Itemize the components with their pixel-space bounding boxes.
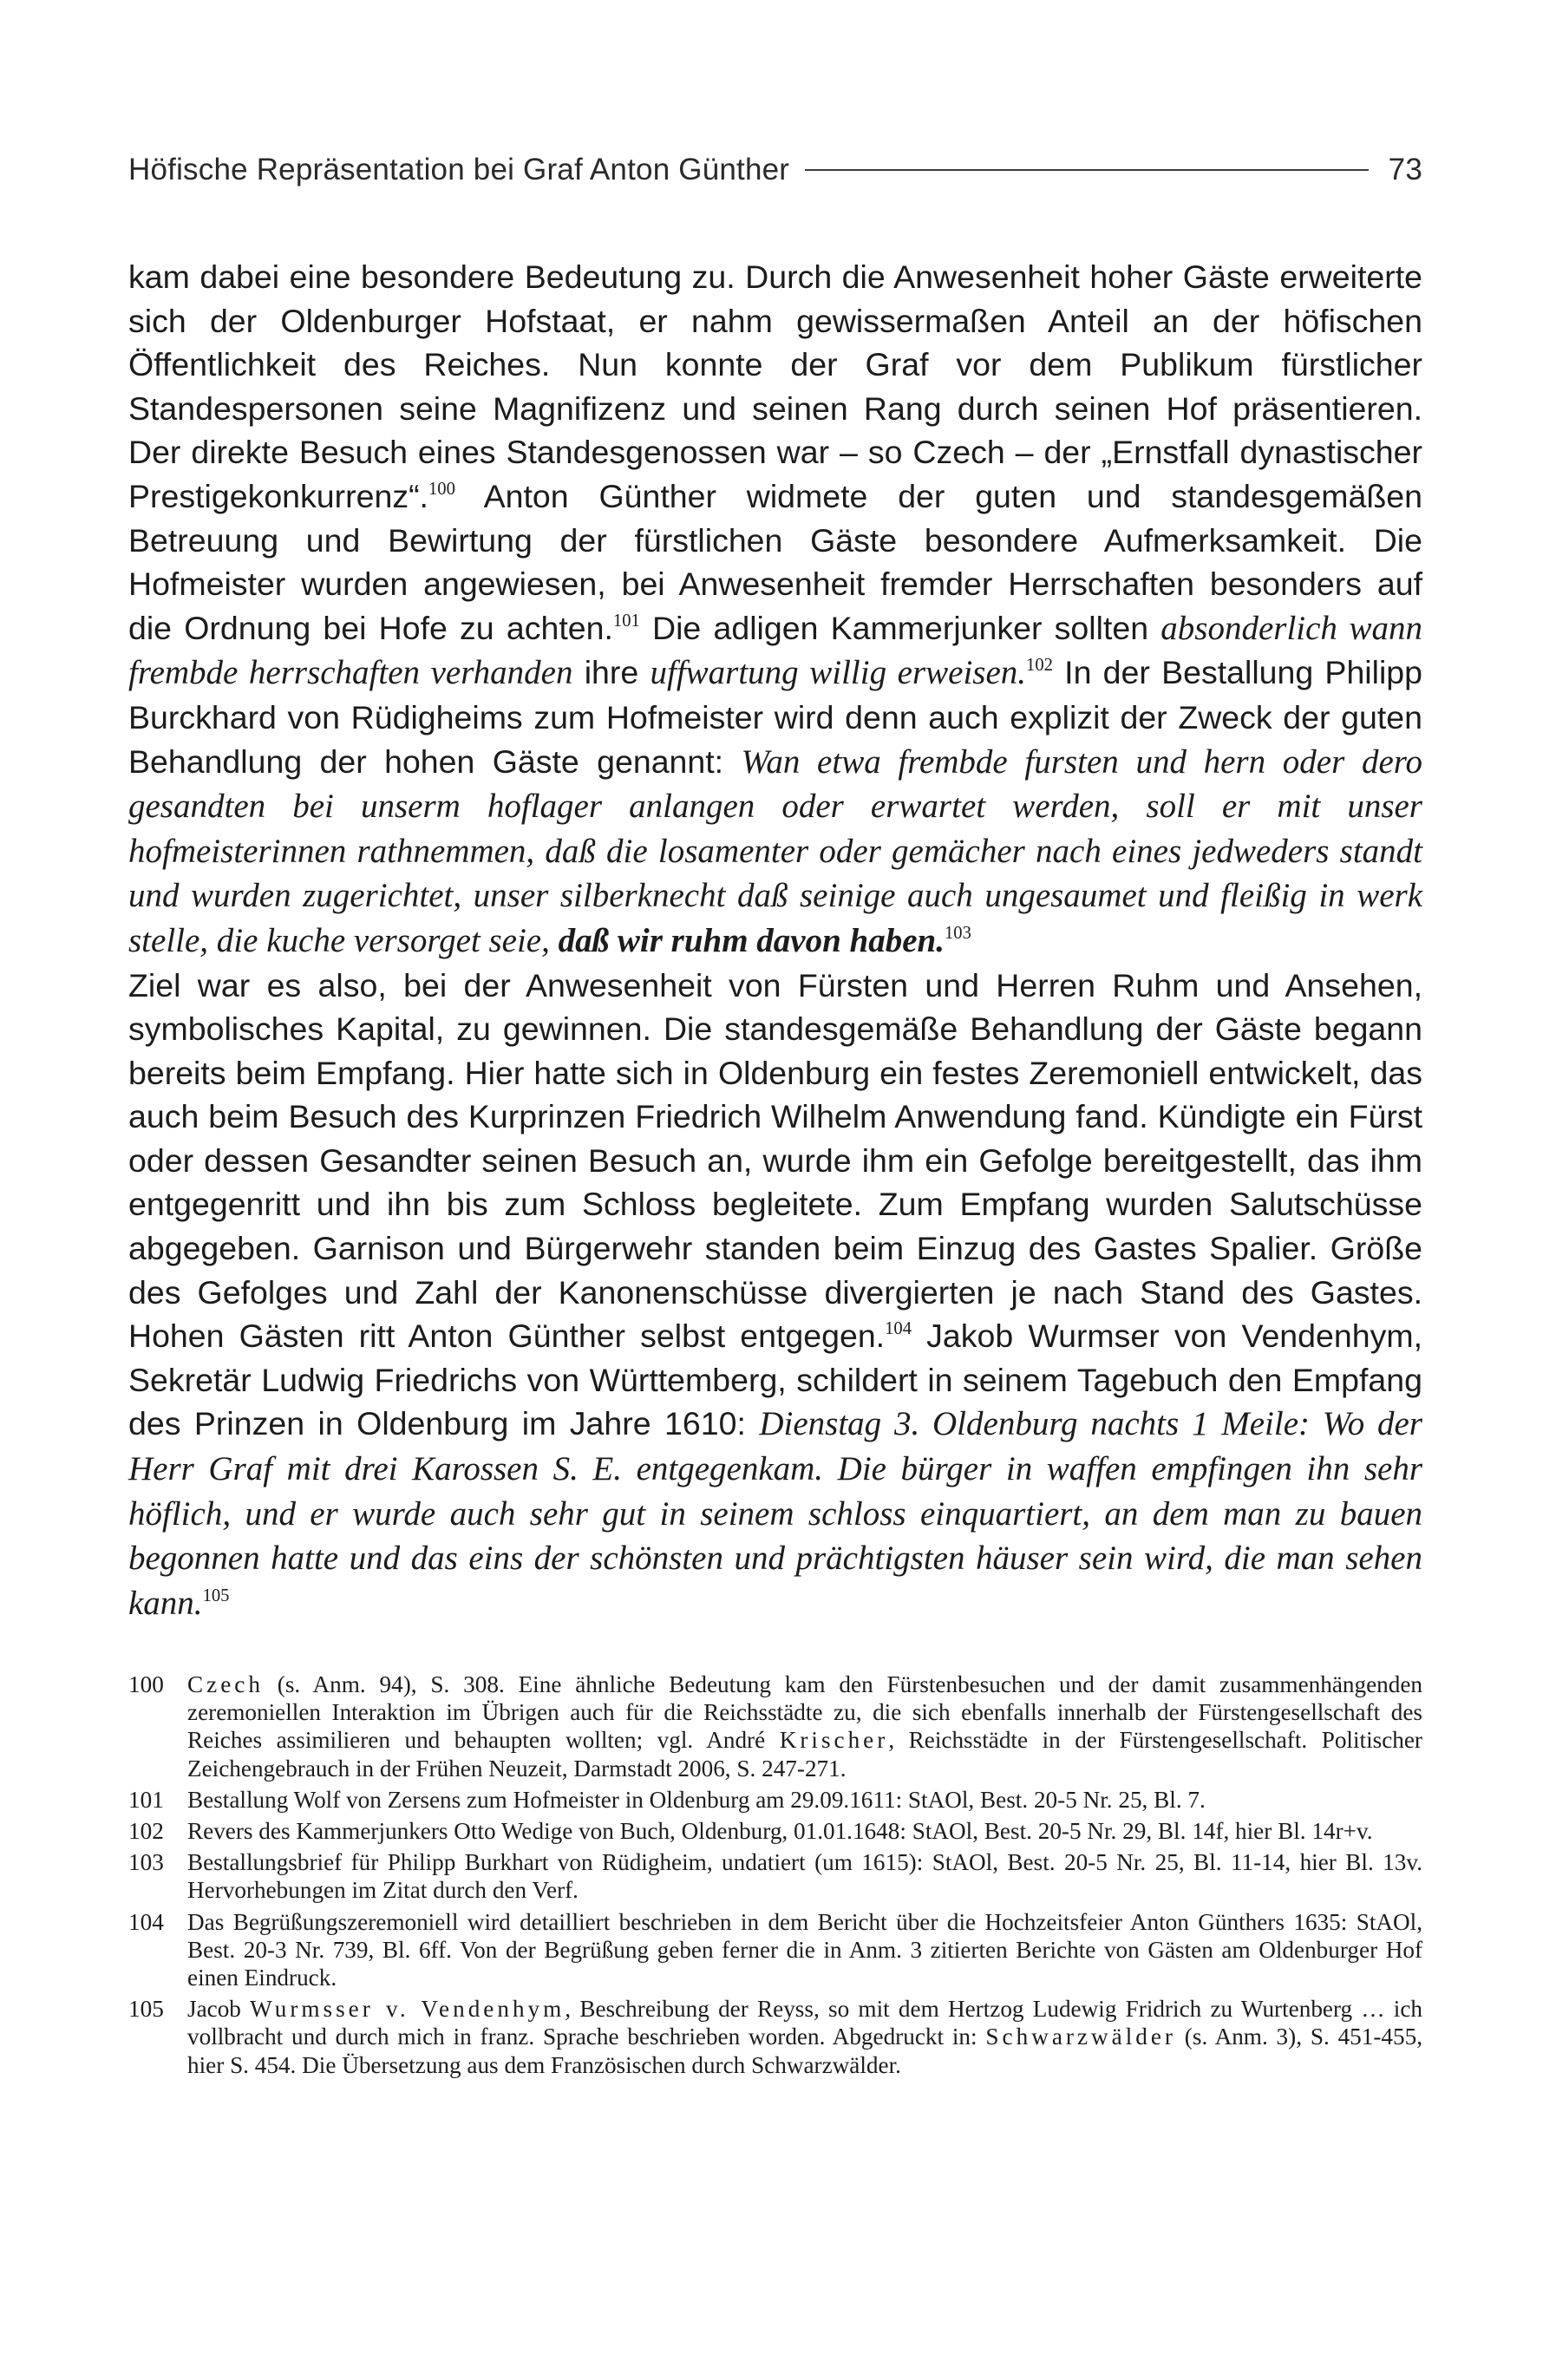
- text-segment: Die adligen Kammerjunker sollten: [639, 609, 1161, 646]
- footnote-103: [128, 1848, 1422, 1904]
- text-segment: Anton Günther widmete der guten und standesgemäßen Betreuung und Bewirtung der fürstlichen Gäste besondere Aufmerksamkeit. Die Hofmeister wurden angewiesen, bei Anwesenheit fremder Herrschaften besonders auf die Ordnung bei Hofe zu achten.: [128, 477, 1422, 646]
- footnote-ref-104[interactable]: 104: [885, 1319, 912, 1339]
- footnote-number: 100: [128, 1671, 164, 1697]
- footnote-104: [128, 1908, 1422, 1992]
- author-name: Krischer: [779, 1727, 889, 1754]
- author-name: Schwarzwälder: [985, 2024, 1176, 2050]
- main-text: [128, 255, 1422, 1625]
- author-name: Czech: [187, 1671, 264, 1697]
- footnote-text: Bestallungsbrief für Philipp Burkhart von Rüdigheim, undatiert (um 1615): StAOl, Best. 20-5 Nr. 25, Bl. 11-14, hier Bl. 13v. Hervorhebungen im Zitat durch den Verf.: [187, 1849, 1422, 1904]
- footnote-ref-105[interactable]: 105: [202, 1586, 230, 1605]
- text-segment: ihre: [572, 654, 651, 691]
- header-rule: [805, 169, 1369, 171]
- footnotes: [128, 1671, 1422, 2082]
- footnote-text-segment: , Reichsstädte in der Fürstengesellschaft. Politischer Zeichengebrauch in der Frühen Neuzeit, Darmstadt 2006, S. 247-271.: [187, 1727, 1422, 1782]
- footnote-text-segment: , Beschreibung der Reyss, so mit dem Hertzog Ludewig Fridrich zu Wurtenberg … ich vollbracht und durch mich in franz. Sprache beschrieben worden. Abgedruckt in:: [187, 1996, 1423, 2050]
- footnote-text: Bestallung Wolf von Zersens zum Hofmeister in Oldenburg am 29.09.1611: StAOl, Best. 20-5 Nr. 25, Bl. 7.: [187, 1786, 1206, 1813]
- footnote-text: Das Begrüßungszeremoniell wird detailliert beschrieben in dem Bericht über die Hochzeitsfeier Anton Günthers 1635: StAOl, Best. 20-3 Nr. 739, Bl. 6ff. Von der Begrüßung geben ferner die in Anm. 3 zitierten Berichte von Gästen am Oldenburger Hof einen Eindruck.: [187, 1908, 1422, 1991]
- italic-quote: absonderlich wann frembde herrschaften verhanden: [128, 609, 1422, 692]
- footnote-text-segment: (s. Anm. 94), S. 308. Eine ähnliche Bedeutung kam den Fürstenbesuchen und der damit zusammenhängenden zeremoniellen Interaktion im Übrigen auch für die Reichsstädte zu, die sich ebenfalls innerhalb der Fürstengesellschaft des Reiches assimilieren und behaupten wollten; vgl. André: [187, 1671, 1422, 1754]
- text-segment: Ziel war es also, bei der Anwesenheit von Fürsten und Herren Ruhm und Ansehen, symbolisches Kapital, zu gewinnen. Die standesgemäße Behandlung der Gäste begann bereits beim Empfang. Hier hatte sich in Oldenburg ein festes Zeremoniell entwickelt, das auch beim Besuch des Kurprinzen Friedrich Wilhelm Anwendung fand. Kündigte ein Fürst oder dessen Gesandter seinen Besuch an, wurde ihm ein Gefolge bereitgestellt, das ihm entgegenritt und ihn bis zum Schloss begleitete. Zum Empfang wurden Salutschüsse abgegeben. Garnison und Bürgerwehr standen beim Einzug des Gastes Spalier. Größe des Gefolges und Zahl der Kanonenschüsse divergierten je nach Stand des Gastes. Hohen Gästen ritt Anton Günther selbst entgegen.: [128, 966, 1422, 1355]
- footnote-text-segment: (s. Anm. 3), S. 451-455, hier S. 454. Die Übersetzung aus dem Französischen durch Schwarzwälder.: [187, 2024, 1422, 2078]
- footnote-text: [187, 1995, 1422, 2079]
- text-segment: Jakob Wurmser von Vendenhym, Sekretär Ludwig Friedrichs von Württemberg, schildert in seinem Tagebuch den Empfang des Prinzen in Oldenburg im Jahre 1610:: [128, 1318, 1422, 1442]
- footnote-text-segment: Jacob: [187, 1996, 251, 2023]
- footnote-105: [128, 1995, 1422, 2079]
- running-title: Höfische Repräsentation bei Graf Anton Günther: [128, 153, 790, 186]
- author-name: Wurmsser v. Vendenhym: [250, 1996, 566, 2023]
- footnote-ref-102[interactable]: 102: [1026, 656, 1053, 676]
- running-header: [128, 147, 1422, 193]
- italic-quote: uffwartung willig erweisen.: [650, 654, 1027, 692]
- paragraph-2: [128, 964, 1422, 1626]
- page-number: 73: [1388, 153, 1422, 186]
- footnote-number: 101: [128, 1786, 164, 1813]
- footnote-ref-100[interactable]: 100: [428, 480, 455, 500]
- footnote-ref-103[interactable]: 103: [944, 924, 971, 944]
- footnote-number: 103: [128, 1849, 164, 1876]
- paragraph-1: [128, 255, 1422, 964]
- footnote-ref-101[interactable]: 101: [612, 611, 640, 631]
- footnote-text: [187, 1671, 1422, 1782]
- italic-quote: Dienstag 3. Oldenburg nachts 1 Meile: Wo der Herr Graf mit drei Karossen S. E. entgegenkam. Die bürger in waffen empfingen ihn sehr höflich, und er wurde auch sehr gut in seinem schloss einquartiert, an dem man zu bauen begonnen hatte und das eins der schönsten und prächtigsten häuser sein wird, die man sehen kann.: [128, 1405, 1422, 1622]
- footnote-100: [128, 1671, 1422, 1782]
- footnote-101: [128, 1786, 1422, 1814]
- footnote-text: Revers des Kammerjunkers Otto Wedige von Buch, Oldenburg, 01.01.1648: StAOl, Best. 20-5 Nr. 29, Bl. 14f, hier Bl. 14r+v.: [187, 1818, 1373, 1845]
- footnote-number: 105: [128, 1996, 164, 2023]
- text-segment: kam dabei eine besondere Bedeutung zu. Durch die Anwesenheit hoher Gäste erweiterte sich der Oldenburger Hofstaat, er nahm gewissermaßen Anteil an der höfischen Öffentlichkeit des Reiches. Nun konnte der Graf vor dem Publikum fürstlicher Standespersonen seine Magnifizenz und seinen Rang durch seinen Hof präsentieren. Der direkte Besuch eines Standesgenossen war – so Czech – der „Ernstfall dynastischer Prestigekonkurrenz“.: [128, 258, 1422, 514]
- footnote-102: [128, 1817, 1422, 1845]
- italic-quote: Wan etwa frembde fursten und hern oder dero gesandten bei unserm hoflager anlangen oder erwartet werden, soll er mit unser hofmeisterinnen rathnemmen, daß die losamenter oder gemächer nach eines jedweders standt und wurden zugerichtet, unser silberknecht daß seinige auch ungesaumet und fleißig in werk stelle, die kuche versorget seie,: [128, 742, 1423, 959]
- footnote-number: 102: [128, 1818, 164, 1845]
- emphasized-quote: daß wir ruhm davon haben.: [558, 921, 945, 959]
- text-segment: In der Bestallung Philipp Burckhard von Rüdigheims zum Hofmeister wird denn auch explizit der Zweck der guten Behandlung der hohen Gäste genannt:: [128, 654, 1423, 780]
- footnote-number: 104: [128, 1908, 164, 1935]
